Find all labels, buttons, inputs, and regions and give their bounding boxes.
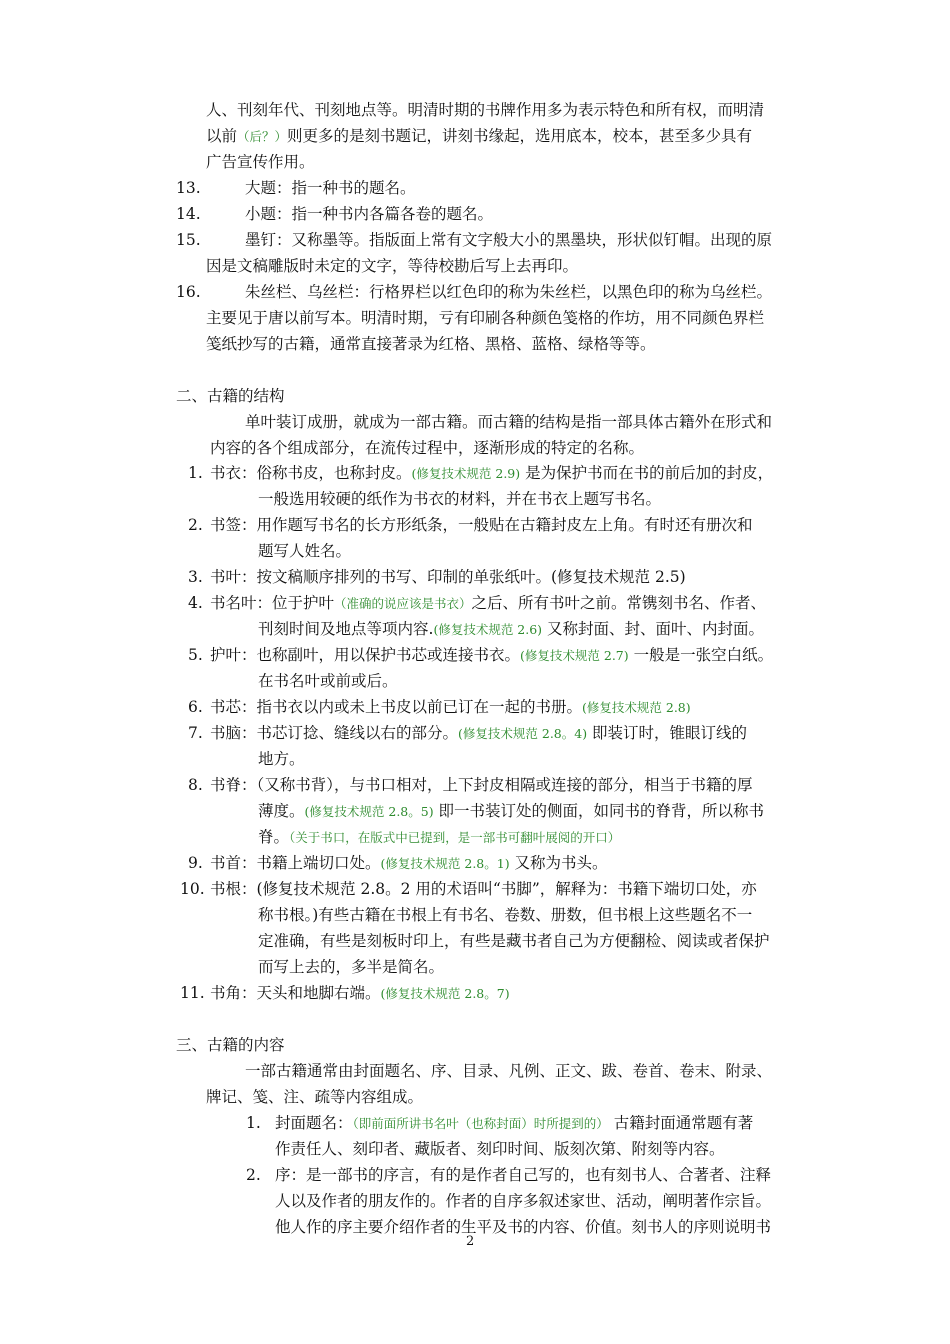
item-number: 2.	[188, 516, 203, 534]
item-text: 书首：书籍上端切口处。(修复技术规范 2.8。1) 又称为书头。	[210, 854, 608, 872]
item-text: 封面题名：（即前面所讲书名叶（也称封面）时所提到的） 古籍封面通常题有著	[275, 1114, 754, 1132]
item-text: 书芯：指书衣以内或未上书皮以前已订在一起的书册。(修复技术规范 2.8)	[210, 698, 691, 716]
term-text: 大题：指一种书的题名。	[245, 179, 416, 197]
term-text-cont: 笺纸抄写的古籍，通常直接著录为红格、黑格、蓝格、绿格等等。	[206, 335, 656, 353]
item-text-cont: 题写人姓名。	[258, 542, 352, 560]
section-intro: 内容的各个组成部分，在流传过程中，逐渐形成的特定的名称。	[210, 439, 645, 457]
term-text: 朱丝栏、乌丝栏：行格界栏以红色印的称为朱丝栏，以黑色印的称为乌丝栏。	[245, 283, 773, 301]
item-text: 书签：用作题写书名的长方形纸条，一般贴在古籍封皮左上角。有时还有册次和	[210, 516, 753, 534]
annotation-note: (修复技术规范 2.8)	[582, 700, 691, 715]
term-number: 14.	[176, 205, 201, 223]
term-text-cont: 因是文稿雕版时未定的文字，等待校勘后写上去再印。	[206, 257, 579, 275]
item-number: 2.	[246, 1166, 261, 1184]
item-text: 护叶：也称副叶，用以保护书芯或连接书衣。(修复技术规范 2.7) 一般是一张空白纸。	[210, 646, 774, 664]
continuation-line-2: 以前（后？）则更多的是刻书题记，讲刻书缘起，选用底本，校本，甚至多少具有	[206, 127, 753, 145]
item-text: 书名叶：位于护叶（准确的说应该是书衣）之后、所有书叶之前。常镌刻书名、作者、	[210, 594, 767, 612]
annotation-note: (修复技术规范 2.9)	[411, 466, 521, 481]
item-text-cont: 他人作的序主要介绍作者的生平及书的内容、价值。刻书人的序则说明书	[275, 1218, 772, 1236]
item-number: 1.	[188, 464, 203, 482]
annotation-note: （关于书口，在版式中已提到，是一部书可翻叶展阅的开口）	[289, 830, 621, 845]
item-number: 3.	[188, 568, 203, 586]
item-text-cont: 薄度。(修复技术规范 2.8。5) 即一书装订处的侧面，如同书的脊背，所以称书	[258, 802, 765, 820]
item-number: 10.	[180, 880, 205, 898]
item-text: 书脑：书芯订捻、缝线以右的部分。(修复技术规范 2.8。4) 即装订时，锥眼订线的	[210, 724, 748, 742]
item-text-cont: 一般选用较硬的纸作为书衣的材料，并在书衣上题写书名。	[258, 490, 662, 508]
term-number: 13.	[176, 179, 201, 197]
item-text-cont: 在书名叶或前或后。	[258, 672, 398, 690]
item-text-cont: 地方。	[258, 750, 305, 768]
item-number: 6.	[188, 698, 203, 716]
item-text: 书脊：（又称书背），与书口相对，上下封皮相隔或连接的部分，相当于书籍的厚	[210, 776, 753, 794]
annotation-note: (修复技术规范 2.8。1)	[380, 856, 510, 871]
annotation-note: （后？）	[237, 129, 288, 144]
page-number: 2	[466, 1234, 475, 1249]
term-number: 15.	[176, 231, 201, 249]
annotation-note: （准确的说应该是书衣）	[334, 596, 472, 611]
item-number: 9.	[188, 854, 203, 872]
item-text: 序：是一部书的序言，有的是作者自己写的，也有刻书人、合著者、注释	[275, 1166, 772, 1184]
term-number: 16.	[176, 283, 201, 301]
item-number: 11.	[180, 984, 205, 1002]
item-number: 7.	[188, 724, 203, 742]
section-heading: 三、古籍的内容	[176, 1036, 285, 1054]
section-intro: 牌记、笺、注、疏等内容组成。	[206, 1088, 424, 1106]
item-number: 5.	[188, 646, 203, 664]
annotation-note: （即前面所讲书名叶（也称封面）时所提到的）	[352, 1116, 609, 1131]
item-text: 书叶：按文稿顺序排列的书写、印制的单张纸叶。(修复技术规范 2.5)	[210, 568, 686, 586]
section-intro: 单叶装订成册，就成为一部古籍。而古籍的结构是指一部具体古籍外在形式和	[245, 413, 773, 431]
item-text-cont: 而写上去的，多半是简名。	[258, 958, 445, 976]
item-text-cont: 刊刻时间及地点等项内容.(修复技术规范 2.6) 又称封面、封、面叶、内封面。	[258, 620, 764, 638]
item-number: 1.	[246, 1114, 261, 1132]
section-intro: 一部古籍通常由封面题名、序、目录、凡例、正文、跋、卷首、卷末、附录、	[245, 1062, 773, 1080]
item-text: 书角：天头和地脚右端。(修复技术规范 2.8。7)	[210, 984, 510, 1002]
annotation-note: (修复技术规范 2.7)	[520, 648, 629, 663]
term-text: 小题：指一种书内各篇各卷的题名。	[245, 205, 494, 223]
continuation-line-3: 广告宣传作用。	[206, 153, 315, 171]
annotation-note: (修复技术规范 2.8。5)	[304, 804, 434, 819]
annotation-note: (修复技术规范 2.8。7)	[380, 986, 510, 1001]
item-text-cont: 脊。（关于书口，在版式中已提到，是一部书可翻叶展阅的开口）	[258, 828, 621, 846]
item-text-cont: 定准确，有些是刻板时印上，有些是藏书者自己为方便翻检、阅读或者保护	[258, 932, 770, 950]
item-text: 书根：(修复技术规范 2.8。2 用的术语叫“书脚”，解释为：书籍下端切口处，亦	[210, 880, 757, 898]
item-number: 8.	[188, 776, 203, 794]
item-number: 4.	[188, 594, 203, 612]
annotation-note: (修复技术规范 2.6)	[433, 622, 543, 637]
term-text-cont: 主要见于唐以前写本。明清时期，亏有印刷各种颜色笺格的作坊，用不同颜色界栏	[206, 309, 765, 327]
item-text-cont: 作责任人、刻印者、藏版者、刻印时间、版刻次第、附刻等内容。	[275, 1140, 725, 1158]
annotation-note: (修复技术规范 2.8。4)	[458, 726, 588, 741]
item-text-cont: 称书根。)有些古籍在书根上有书名、卷数、册数，但书根上这些题名不一	[258, 906, 753, 924]
continuation-line-1: 人、刊刻年代、刊刻地点等。明清时期的书牌作用多为表示特色和所有权，而明清	[206, 101, 765, 119]
term-text: 墨钉：又称墨等。指版面上常有文字般大小的黑墨块，形状似钉帽。出现的原	[245, 231, 773, 249]
item-text-cont: 人以及作者的朋友作的。作者的自序多叙述家世、活动，阐明著作宗旨。	[275, 1192, 772, 1210]
section-heading: 二、古籍的结构	[176, 387, 285, 405]
item-text: 书衣：俗称书皮，也称封皮。(修复技术规范 2.9) 是为保护书而在书的前后加的封皮，	[210, 464, 774, 482]
